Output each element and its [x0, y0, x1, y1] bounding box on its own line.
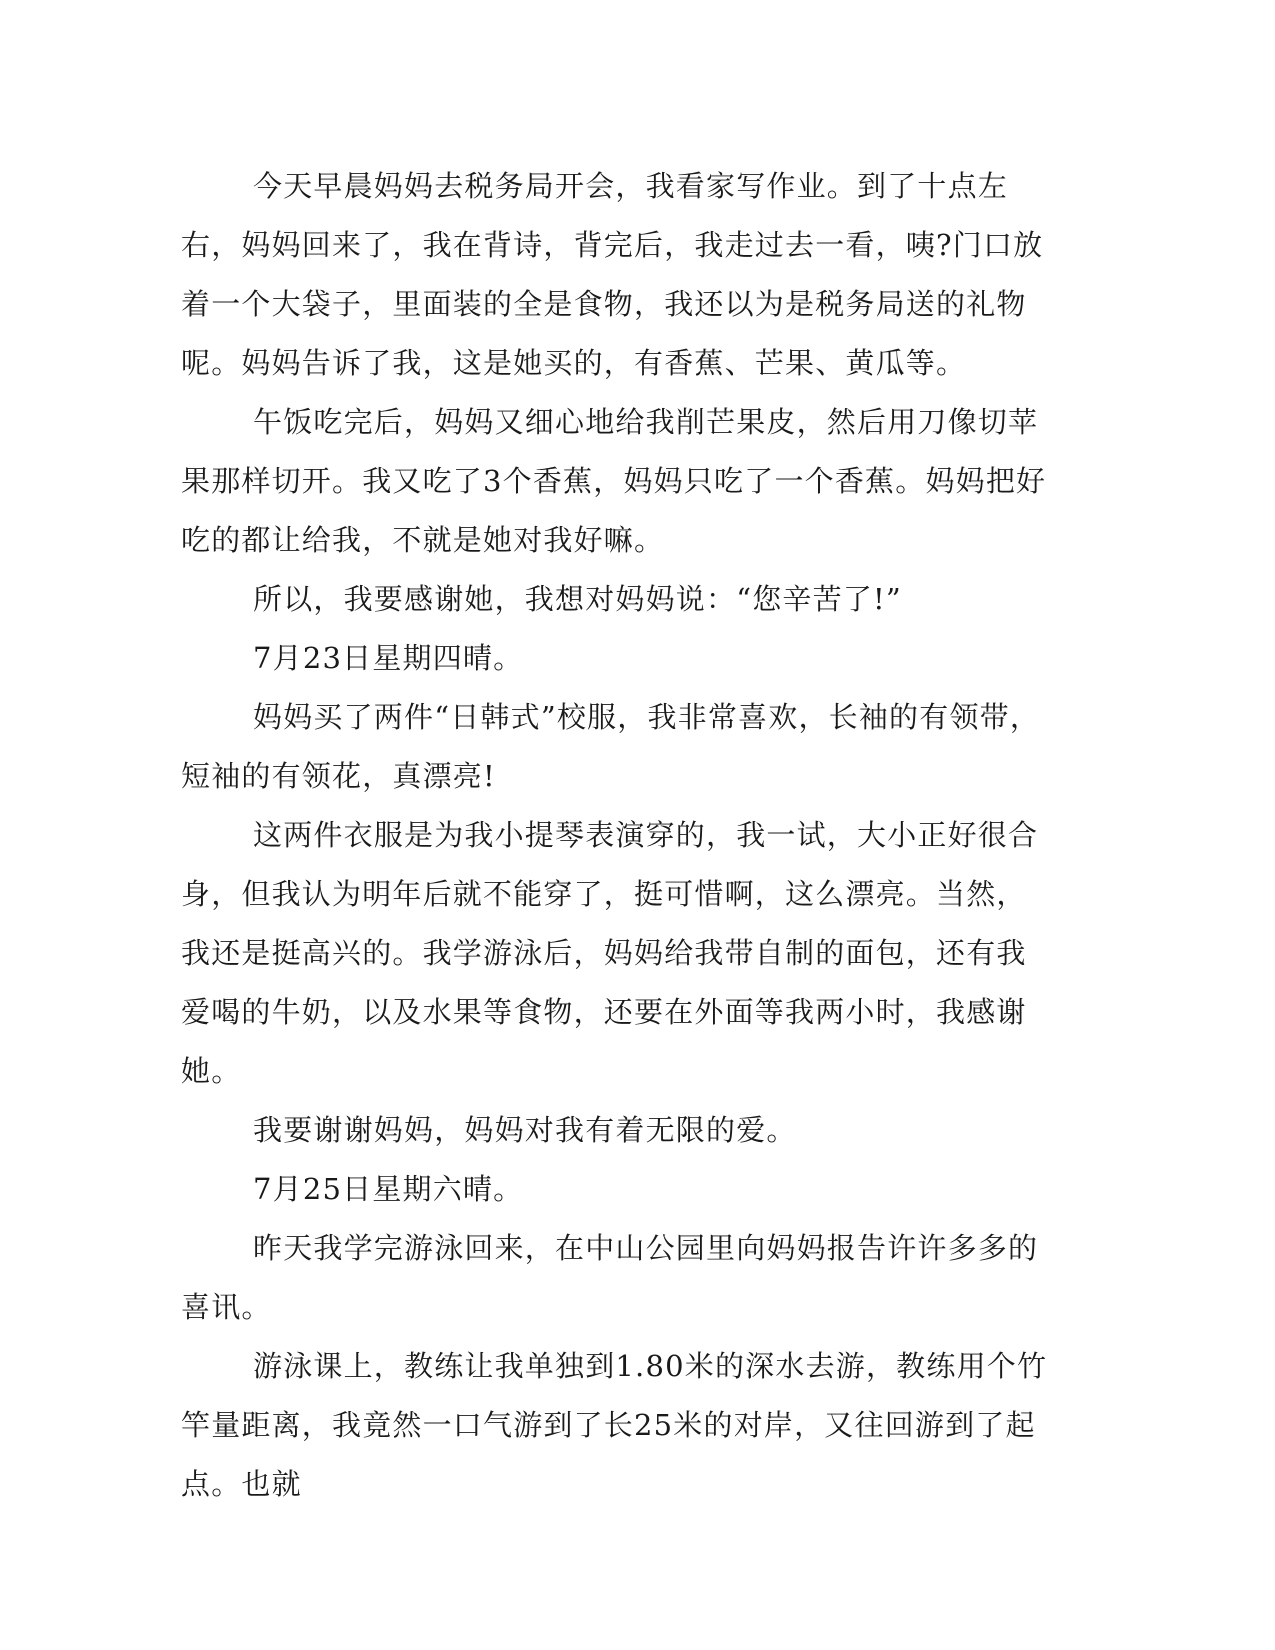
- paragraph-8: 游泳课上，教练让我单独到1.80米的深水去游，教练用个竹竿量距离，我竟然一口气游到了长25米的对岸，又往回游到了起点。也就: [181, 1349, 1048, 1501]
- paragraph-5: 这两件衣服是为我小提琴表演穿的，我一试，大小正好很合身，但我认为明年后就不能穿了，挺可惜啊，这么漂亮。当然，我还是挺高兴的。我学游泳后，妈妈给我带自制的面包，还有我爱喝的牛奶，以及水果等食物，还要在外面等我两小时，我感谢她。: [181, 818, 1039, 1088]
- date-line-1: 7月23日星期四晴。: [253, 641, 524, 675]
- paragraph-7: 昨天我学完游泳回来，在中山公园里向妈妈报告许许多多的喜讯。: [181, 1231, 1039, 1324]
- paragraph-3: 所以，我要感谢她，我想对妈妈说：“您辛苦了!”: [253, 582, 902, 616]
- date-line-2: 7月25日星期六晴。: [253, 1172, 524, 1206]
- paragraph-2: 午饭吃完后，妈妈又细心地给我削芒果皮，然后用刀像切苹果那样切开。我又吃了3个香蕉，妈妈只吃了一个香蕉。妈妈把好吃的都让给我，不就是她对我好嘛。: [181, 405, 1047, 557]
- paragraph-6: 我要谢谢妈妈，妈妈对我有着无限的爱。: [253, 1113, 797, 1147]
- paragraph-1: 今天早晨妈妈去税务局开会，我看家写作业。到了十点左右，妈妈回来了，我在背诗，背完后，我走过去一看，咦?门口放着一个大袋子，里面装的全是食物，我还以为是税务局送的礼物呢。妈妈告诉了我，这是她买的，有香蕉、芒果、黄瓜等。: [181, 169, 1044, 380]
- paragraph-4: 妈妈买了两件“日韩式”校服，我非常喜欢，长袖的有领带，短袖的有领花，真漂亮!: [181, 700, 1041, 793]
- body-text: [181, 157, 1051, 1514]
